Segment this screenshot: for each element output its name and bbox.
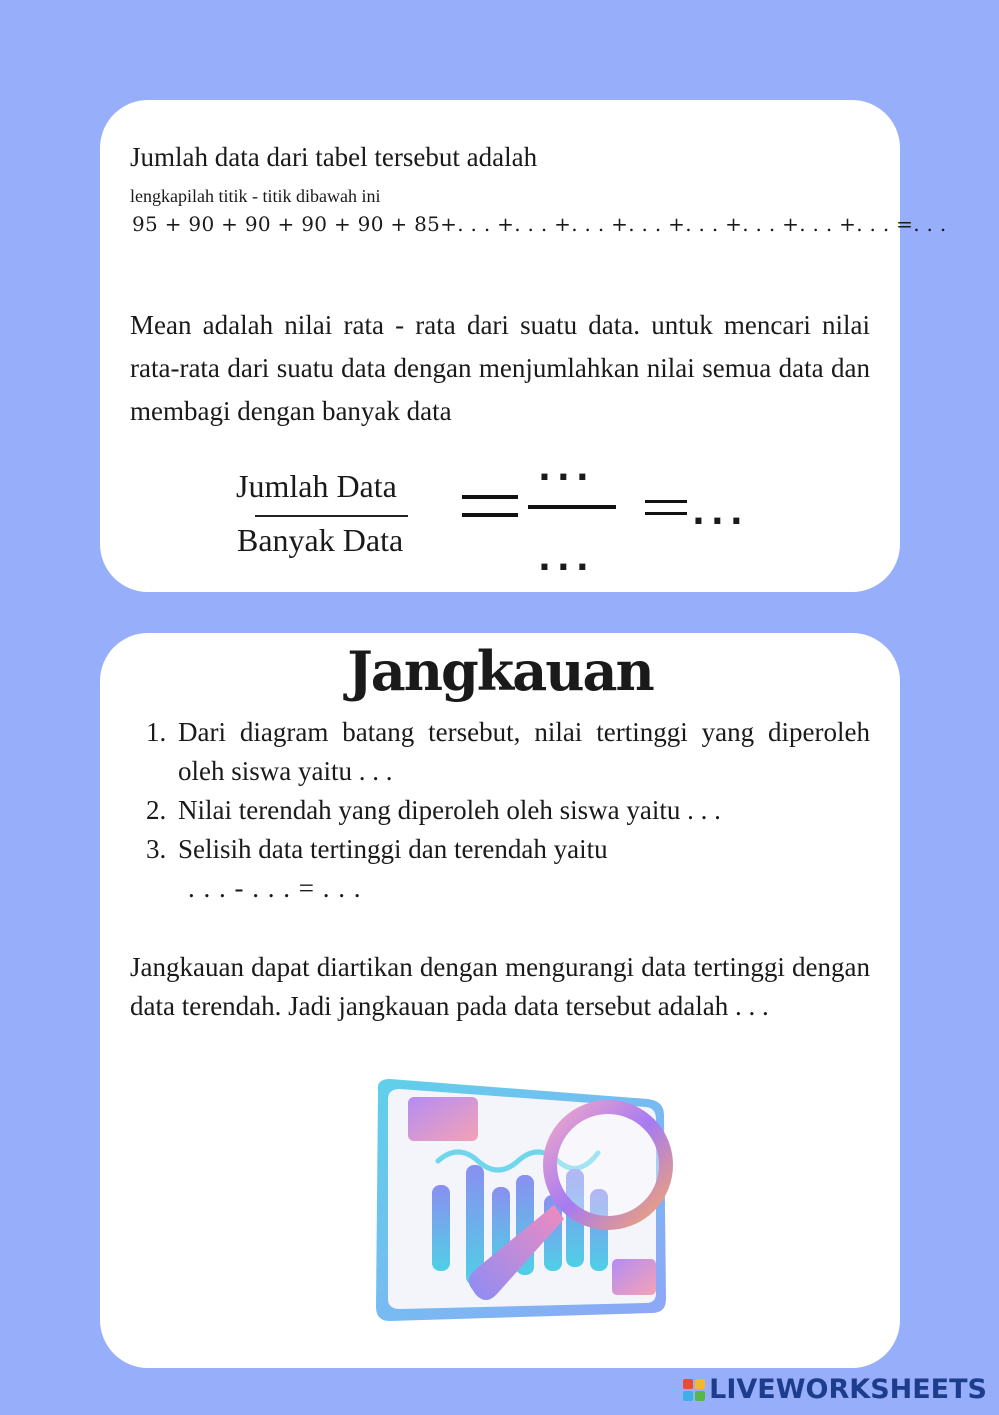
question-text: Dari diagram batang tersebut, nilai tertinggi yang diperoleh oleh siswa yaitu . . . (178, 717, 870, 786)
sum-expression: 95 + 90 + 90 + 90 + 90 + 85+. . . +. . . +. . . +. . . +. . . +. . . +. . . +. . . =. . . (132, 212, 947, 236)
section-title: Jangkauan (347, 639, 653, 703)
question-item (148, 830, 870, 869)
intro-text: Jumlah data dari tabel tersebut adalah (130, 142, 538, 172)
brand-text: LIVEWORKSHEETS (709, 1374, 987, 1405)
question-item (148, 791, 870, 830)
instruction-text: lengkapilah titik - titik dibawah ini (130, 186, 381, 206)
formula-fraction-line (255, 515, 408, 517)
range-paragraph: Jangkauan dapat diartikan dengan mengurangi data tertinggi dengan data terendah. Jadi jangkauan pada data tersebut adalah . . . (130, 952, 870, 1021)
equals-sign (462, 495, 518, 517)
question-number: 3. (146, 834, 167, 864)
blank-result[interactable]: ... (692, 493, 749, 533)
mean-card (100, 100, 947, 592)
question-list (148, 713, 870, 869)
range-card (100, 633, 900, 1368)
mean-paragraph: Mean adalah nilai rata - rata dari suatu data. untuk mencari nilai rata-rata dari suatu data dengan menjumlahkan nilai semua data dan membagi dengan banyak data (130, 310, 870, 426)
difference-blank[interactable]: . . . - . . . = . . . (188, 873, 362, 903)
question-text: Nilai terendah yang diperoleh oleh siswa yaitu . . . (178, 795, 721, 825)
blank-numerator[interactable]: ... (538, 449, 595, 489)
blank-denominator[interactable]: ... (538, 539, 595, 579)
question-number: 2. (146, 795, 167, 825)
formula-numerator: Jumlah Data (236, 468, 397, 504)
question-number: 1. (146, 717, 167, 747)
question-text: Selisih data tertinggi dan terendah yaitu (178, 834, 608, 864)
chart-magnifier-illustration (368, 1073, 688, 1343)
blank-fraction-line (528, 505, 616, 509)
liveworksheets-brand[interactable] (683, 1374, 987, 1405)
liveworksheets-logo-icon (683, 1379, 705, 1401)
equals-sign-result (645, 500, 687, 515)
formula-denominator: Banyak Data (237, 522, 404, 558)
question-item (148, 713, 870, 791)
